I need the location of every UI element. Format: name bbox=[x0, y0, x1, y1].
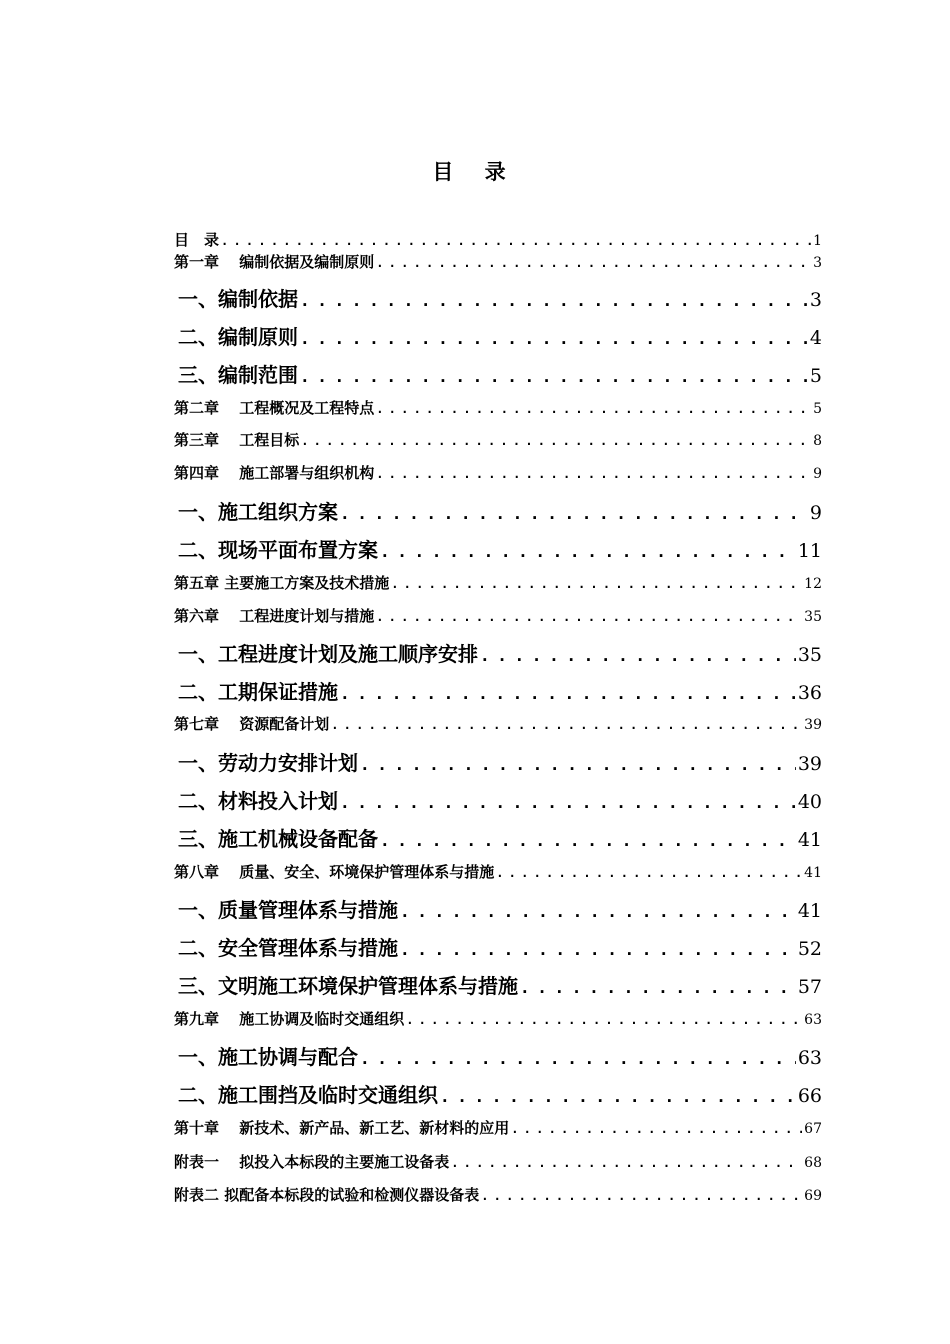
dot-leader bbox=[511, 1122, 802, 1136]
toc-entry-label: 一、施工组织方案 bbox=[178, 500, 338, 524]
dot-leader bbox=[480, 646, 796, 665]
toc-entry-chapter-6[interactable] bbox=[174, 605, 822, 626]
dot-leader bbox=[481, 1189, 802, 1203]
toc-entry-page: 1 bbox=[813, 233, 822, 249]
toc-entry-page: 66 bbox=[797, 1085, 822, 1107]
dot-leader bbox=[360, 755, 796, 774]
dot-leader bbox=[300, 291, 808, 310]
toc-entry-section[interactable] bbox=[178, 496, 822, 525]
toc-entry-label: 一、编制依据 bbox=[178, 287, 298, 311]
dot-leader bbox=[496, 866, 802, 880]
toc-entry-page: 35 bbox=[804, 609, 822, 625]
dot-leader bbox=[376, 610, 802, 624]
toc-entry-page: 69 bbox=[804, 1188, 822, 1204]
toc-entry-section[interactable] bbox=[178, 283, 822, 312]
dot-leader bbox=[300, 367, 808, 386]
toc-entry-page: 40 bbox=[797, 791, 822, 813]
toc-entry-label: 第十章 新技术、新产品、新工艺、新材料的应用 bbox=[174, 1119, 510, 1137]
toc-entry-label: 三、编制范围 bbox=[178, 363, 298, 387]
toc-entry-label: 二、现场平面布置方案 bbox=[178, 538, 378, 562]
toc-entry-label: 第九章 施工协调及临时交通组织 bbox=[174, 1010, 405, 1028]
dot-leader bbox=[340, 504, 808, 523]
toc-entry-page: 52 bbox=[797, 938, 822, 960]
toc-entry-page: 41 bbox=[797, 829, 822, 851]
toc-entry-label: 一、质量管理体系与措施 bbox=[178, 898, 398, 922]
toc-entry-chapter-8[interactable] bbox=[174, 861, 822, 882]
toc-entry-chapter-2[interactable] bbox=[174, 397, 822, 418]
dot-leader bbox=[376, 402, 811, 416]
toc-entry-page: 67 bbox=[804, 1121, 822, 1137]
toc-entry-label: 二、施工围挡及临时交通组织 bbox=[178, 1083, 438, 1107]
toc-entry-page: 63 bbox=[804, 1012, 822, 1028]
toc-entry-label: 附表二 拟配备本标段的试验和检测仪器设备表 bbox=[174, 1186, 480, 1204]
toc-entry-chapter-9[interactable] bbox=[174, 1008, 822, 1029]
toc-entry-label: 第三章 工程目标 bbox=[174, 431, 300, 449]
toc-entry-page: 5 bbox=[813, 401, 822, 417]
toc-entry-page: 36 bbox=[797, 682, 822, 704]
toc-entry-page: 5 bbox=[809, 365, 822, 387]
toc-entry-label: 第六章 工程进度计划与措施 bbox=[174, 607, 375, 625]
dot-leader bbox=[331, 718, 802, 732]
toc-entry-label: 二、材料投入计划 bbox=[178, 789, 338, 813]
toc-entry-appendix-2[interactable] bbox=[174, 1184, 822, 1205]
toc-entry-page: 9 bbox=[813, 466, 822, 482]
toc-entry-page: 68 bbox=[804, 1155, 822, 1171]
dot-leader bbox=[400, 902, 796, 921]
dot-leader bbox=[376, 256, 811, 270]
document-title: 目 录 bbox=[432, 160, 518, 184]
dot-leader bbox=[380, 831, 796, 850]
toc-entry-chapter-5[interactable] bbox=[174, 572, 822, 593]
dot-leader bbox=[376, 467, 811, 481]
toc-entry-section[interactable] bbox=[178, 1041, 822, 1070]
toc-entry-page: 11 bbox=[797, 540, 822, 562]
dot-leader bbox=[520, 978, 796, 997]
toc-entry-page: 8 bbox=[813, 433, 822, 449]
toc-entry-label: 二、编制原则 bbox=[178, 325, 298, 349]
toc-entry-chapter-1[interactable] bbox=[174, 251, 822, 272]
dot-leader bbox=[221, 234, 811, 248]
dot-leader bbox=[391, 577, 802, 591]
dot-leader bbox=[406, 1013, 802, 1027]
toc-entry-page: 57 bbox=[797, 976, 822, 998]
toc-entry-section[interactable] bbox=[178, 321, 822, 350]
toc-entry-page: 3 bbox=[813, 255, 822, 271]
toc-entry-label: 一、施工协调与配合 bbox=[178, 1045, 358, 1069]
toc-entry-page: 12 bbox=[804, 576, 822, 592]
toc-entry-page: 39 bbox=[804, 717, 822, 733]
toc-entry-section[interactable] bbox=[178, 785, 822, 814]
toc-entry-appendix-1[interactable] bbox=[174, 1151, 822, 1172]
toc-entry-section[interactable] bbox=[178, 1079, 822, 1108]
toc-entry-section[interactable] bbox=[178, 970, 822, 999]
toc-entry-label: 二、工期保证措施 bbox=[178, 680, 338, 704]
toc-entry-label: 附表一 拟投入本标段的主要施工设备表 bbox=[174, 1153, 450, 1171]
toc-entry-page: 9 bbox=[809, 502, 822, 524]
toc-entry-page: 41 bbox=[797, 900, 822, 922]
toc-entry-label: 第七章 资源配备计划 bbox=[174, 715, 330, 733]
toc-entry-page: 3 bbox=[809, 289, 822, 311]
toc-entry-label: 第一章 编制依据及编制原则 bbox=[174, 253, 375, 271]
toc-entry-label: 第八章 质量、安全、环境保护管理体系与措施 bbox=[174, 863, 495, 881]
toc-entry-section[interactable] bbox=[178, 359, 822, 388]
toc-entry-chapter-7[interactable] bbox=[174, 713, 822, 734]
dot-leader bbox=[451, 1156, 802, 1170]
toc-entry-chapter-10[interactable] bbox=[174, 1117, 822, 1138]
toc-entry-page: 41 bbox=[804, 865, 822, 881]
toc-entry-page: 63 bbox=[797, 1047, 822, 1069]
toc-entry-page: 39 bbox=[797, 753, 822, 775]
toc-entry-label: 目 录 bbox=[174, 231, 220, 249]
toc-entry-chapter-3[interactable] bbox=[174, 429, 822, 450]
toc-entry-label: 第五章 主要施工方案及技术措施 bbox=[174, 574, 390, 592]
toc-entry-chapter-4[interactable] bbox=[174, 462, 822, 483]
toc-entry-page: 35 bbox=[797, 644, 822, 666]
toc-entry-label: 第四章 施工部署与组织机构 bbox=[174, 464, 375, 482]
dot-leader bbox=[440, 1087, 796, 1106]
toc-entry-section[interactable] bbox=[178, 894, 822, 923]
toc-entry-label: 一、劳动力安排计划 bbox=[178, 751, 358, 775]
toc-entry-label: 二、安全管理体系与措施 bbox=[178, 936, 398, 960]
dot-leader bbox=[380, 542, 796, 561]
toc-entry-label: 三、施工机械设备配备 bbox=[178, 827, 378, 851]
dot-leader bbox=[301, 434, 811, 448]
toc-entry-section[interactable] bbox=[178, 823, 822, 852]
toc-entry-section[interactable] bbox=[178, 932, 822, 961]
dot-leader bbox=[340, 793, 796, 812]
toc-entry-section[interactable] bbox=[178, 676, 822, 705]
toc-entry-section[interactable] bbox=[178, 747, 822, 776]
dot-leader bbox=[400, 940, 796, 959]
dot-leader bbox=[340, 684, 796, 703]
toc-entry-label: 一、工程进度计划及施工顺序安排 bbox=[178, 642, 478, 666]
toc-entry-contents[interactable] bbox=[174, 229, 822, 250]
toc-entry-section[interactable] bbox=[178, 638, 822, 667]
dot-leader bbox=[360, 1049, 796, 1068]
toc-entry-label: 第二章 工程概况及工程特点 bbox=[174, 399, 375, 417]
toc-entry-page: 4 bbox=[809, 327, 822, 349]
toc-entry-section[interactable] bbox=[178, 534, 822, 563]
dot-leader bbox=[300, 329, 808, 348]
toc-entry-label: 三、文明施工环境保护管理体系与措施 bbox=[178, 974, 518, 998]
